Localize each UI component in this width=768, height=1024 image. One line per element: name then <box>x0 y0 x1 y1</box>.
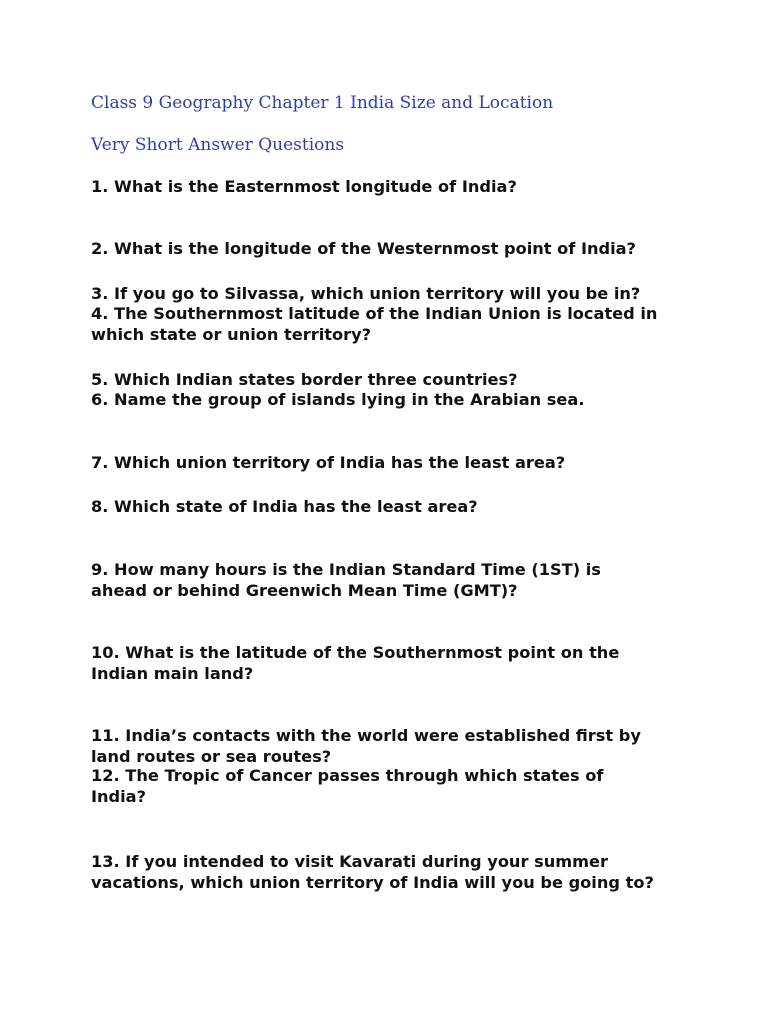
question-10: 10. What is the latitude of the Southernmost point on the Indian main land? <box>91 643 620 683</box>
question-3: 3. If you go to Silvassa, which union territory will you be in? <box>91 284 641 303</box>
question-13: 13. If you intended to visit Kavarati during your summer vacations, which union territory of India will you be going to? <box>91 852 654 892</box>
question-6: 6. Name the group of islands lying in the Arabian sea. <box>91 390 585 409</box>
page-title: Class 9 Geography Chapter 1 India Size and Location <box>91 93 554 113</box>
question-8: 8. Which state of India has the least area? <box>91 497 478 516</box>
question-12: 12. The Tropic of Cancer passes through which states of India? <box>91 766 604 806</box>
question-11: 11. India’s contacts with the world were established first by land routes or sea routes? <box>91 726 641 766</box>
section-subtitle: Very Short Answer Questions <box>91 135 345 155</box>
question-2: 2. What is the longitude of the Westernmost point of India? <box>91 239 636 258</box>
question-4: 4. The Southernmost latitude of the Indian Union is located in which state or union territory? <box>91 304 658 344</box>
question-7: 7. Which union territory of India has the least area? <box>91 453 566 472</box>
question-5: 5. Which Indian states border three countries? <box>91 370 518 389</box>
question-1: 1. What is the Easternmost longitude of India? <box>91 177 517 196</box>
question-9: 9. How many hours is the Indian Standard Time (1ST) is ahead or behind Greenwich Mean Time (GMT)? <box>91 560 601 600</box>
